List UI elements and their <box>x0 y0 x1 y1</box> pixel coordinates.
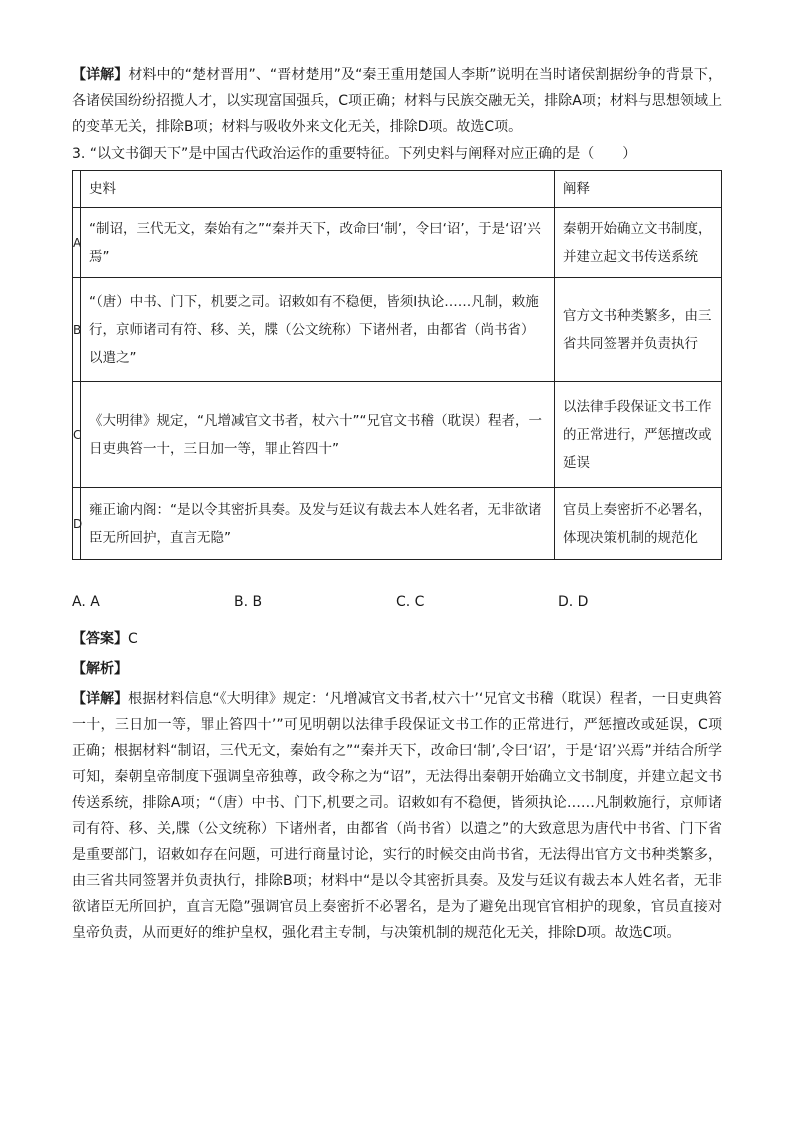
row-label: C <box>73 382 81 488</box>
header-label-cell <box>73 171 81 208</box>
row-explain: 官方文书种类繁多，由三省共同签署并负责执行 <box>555 278 722 382</box>
table-row <box>73 488 722 560</box>
row-explain: 秦朝开始确立文书制度，并建立起文书传送系统 <box>555 208 722 278</box>
row-explain: 官员上奏密折不必署名，体现决策机制的规范化 <box>555 488 722 560</box>
detail-text: 材料中的“楚材晋用”、“晋材楚用”及“秦王重用楚国人李斯”说明在当时诸侯割据纷争的背景下，各诸侯国纷纷招揽人才，以实现富国强兵，C项正确；材料与民族交融无关，排除A项；材料与思想领域上的变革无关，排除B项；材料与吸收外来文化无关，排除D项。故选C项。 <box>72 67 723 135</box>
question-stem: 3. “以文书御天下”是中国古代政治运作的重要特征。下列史料与阐释对应正确的是（ ） <box>72 146 637 162</box>
table-row <box>73 382 722 488</box>
answer-value: C <box>128 631 138 647</box>
header-explain-cell: 阐释 <box>555 171 722 208</box>
choice-b: B. B <box>234 594 263 610</box>
analysis-tag: 【解析】 <box>72 661 128 677</box>
row-label: B <box>73 278 81 382</box>
detail-tag: 【详解】 <box>72 691 129 707</box>
table-header-row <box>73 171 722 208</box>
document-page <box>72 62 722 946</box>
table-row <box>73 278 722 382</box>
answer-choices <box>72 594 722 610</box>
row-label: A <box>73 208 81 278</box>
choice-c: C. C <box>396 594 425 610</box>
row-source: 雍正谕内阁：“是以令其密折具奏。及发与廷议有裁去本人姓名者，无非欲诸臣无所回护，直言无隐” <box>81 488 555 560</box>
row-source: 《大明律》规定，“凡增减官文书者，杖六十”“兄官文书稽（耽误）程者，一日吏典笞一十，三日加一等，罪止笞四十” <box>81 382 555 488</box>
row-source: “制诏，三代无文，秦始有之”“秦并天下，改命曰‘制’，令曰‘诏’，于是‘诏’兴焉” <box>81 208 555 278</box>
header-source-cell: 史料 <box>81 171 555 208</box>
table-row <box>73 208 722 278</box>
row-source: “（唐）中书、门下，机要之司。诏敕如有不稳便，皆须Ⅰ执论……凡制，敕施行，京师诸司有符、移、关，牒（公文统称）下诸州者，由都省（尚书省）以遣之” <box>81 278 555 382</box>
choice-a: A. A <box>72 594 100 610</box>
detail-tag: 【详解】 <box>72 67 129 83</box>
choice-d: D. D <box>558 594 589 610</box>
options-table <box>72 170 722 560</box>
top-detail-paragraph <box>72 62 722 140</box>
row-label: D <box>73 488 81 560</box>
detail-paragraph <box>72 686 722 946</box>
row-explain: 以法律手段保证文书工作的正常进行，严惩擅改或延误 <box>555 382 722 488</box>
answer-tag: 【答案】 <box>72 631 128 647</box>
detail-text: 根据材料信息“《大明律》规定：‘凡增减官文书者,杖六十’‘兄官文书稽（耽误）程者，一日吏典笞一十，三日加一等，罪止笞四十’”可见明朝以法律手段保证文书工作的正常进行，严惩擅改或延误，C项正确；根据材料“制诏，三代无文，秦始有之”“秦并天下，改命曰‘制’,令曰‘诏’，于是‘诏’兴焉”并结合所学可知，秦朝皇帝制度下强调皇帝独尊，政令称之为“诏”，无法得出秦朝开始确立文书制度，并建立起文书传送系统，排除A项；“（唐）中书、门下,机要之司。诏敕如有不稳便，皆须执论……凡制敕施行，京师诸司有符、移、关,牒（公文统称）下诸州者，由都省（尚书省）以遣之”的大致意思为唐代中书省、门下省是重要部门，诏敕如存在问题，可进行商量讨论，实行的时候交由尚书省，无法得出官方文书种类繁多，由三省共同签署并负责执行，排除B项；材料中“是以令其密折具奏。及发与廷议有裁去本人姓名者，无非欲诸臣无所回护，直言无隐”强调官员上奏密折不必署名，是为了避免出现官官相护的现象，官员直接对皇帝负责，从而更好的维护皇权，强化君主专制，与决策机制的规范化无关，排除D项。故选C项。 <box>72 691 722 941</box>
answer-line <box>72 626 722 652</box>
